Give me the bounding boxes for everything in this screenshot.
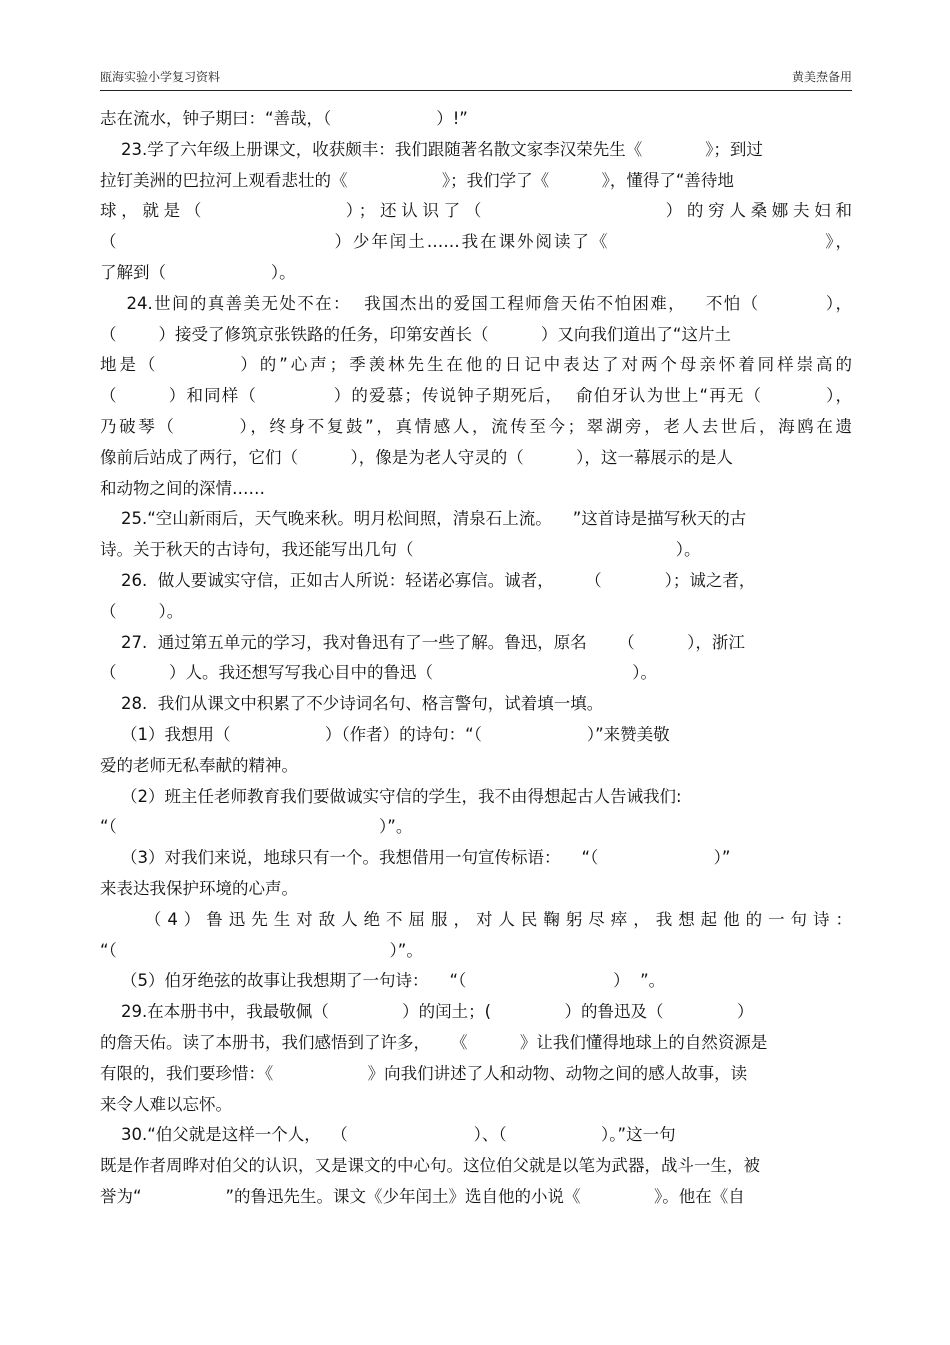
text-line: 地是（ ）的”心声；季羡林先生在他的日记中表达了对两个母亲怀着同样崇高的	[100, 355, 852, 375]
text-line: 爱的老师无私奉献的精神。	[100, 755, 298, 775]
text-line: （3）对我们来说，地球只有一个。我想借用一句宣传标语： “（ ）”	[100, 848, 731, 868]
text-line: 拉钉美洲的巴拉河上观看悲壮的《 》；我们学了《 》，懂得了“善待地	[100, 170, 734, 190]
text-line: 像前后站成了两行，它们（ ），像是为老人守灵的（ ），这一幕展示的是人	[100, 447, 733, 467]
text-line: （4）鲁迅先生对敌人绝不屈服，对人民鞠躬尽瘁，我想起他的一句诗：	[100, 909, 852, 929]
text-line: 了解到（ ）。	[100, 263, 296, 282]
text-line: 24.世间的真善美无处不在： 我国杰出的爱国工程师詹天佑不怕困难， 不怕（ ），	[100, 293, 852, 313]
text-line: （2）班主任老师教育我们要做诚实守信的学生，我不由得想起古人告诫我们:	[100, 786, 682, 806]
text-line: 25.“空山新雨后，天气晚来秋。明月松间照，清泉石上流。 ”这首诗是描写秋天的古	[100, 509, 747, 529]
text-line: （ ）人。我还想写写我心目中的鲁迅（ ）。	[100, 663, 658, 683]
text-line: “（ ）”。	[100, 817, 413, 837]
text-line: 球，就是（ ）；还认识了（ ）的穷人桑娜夫妇和	[100, 201, 852, 221]
text-line: “（ ）”。	[100, 940, 423, 960]
text-line: 29.在本册书中，我最敬佩（ ）的闰土；( ）的鲁迅及（ ）	[100, 1002, 754, 1022]
text-line: 来令人难以忘怀。	[100, 1094, 232, 1114]
text-line: 和动物之间的深情……	[100, 478, 265, 498]
text-line: （ ）。	[100, 601, 184, 621]
text-line: 的詹天佑。读了本册书，我们感悟到了许多， 《 》让我们懂得地球上的自然资源是	[100, 1033, 768, 1052]
header-author: 黄美焘备用	[791, 70, 852, 84]
text-line: 来表达我保护环境的心声。	[100, 879, 298, 898]
header-school-title: 瓯海实验小学复习资料	[100, 70, 221, 84]
text-line: 诗。关于秋天的古诗句，我还能写出几句（ ）。	[100, 540, 701, 560]
text-line: 26. 做人要诚实守信，正如古人所说：轻诺必寡信。诚者， （ ）；诚之者，	[100, 571, 756, 590]
text-line: （ ）少年闰土……我在课外阅读了《 》，	[100, 232, 852, 252]
header-divider	[100, 90, 852, 91]
text-line: （ ）接受了修筑京张铁路的任务，印第安酋长（ ）又向我们道出了“这片土	[100, 324, 731, 344]
text-line: 27. 通过第五单元的学习，我对鲁迅有了一些了解。鲁迅，原名 （ ），浙江	[100, 632, 745, 652]
text-line: 誉为“ ”的鲁迅先生。课文《少年闰土》选自他的小说《 》。他在《自	[100, 1187, 745, 1206]
text-line: 30.“伯父就是这样一个人， （ ）、（ ）。”这一句	[100, 1125, 676, 1145]
text-line: 28. 我们从课文中积累了不少诗词名句、格言警句，试着填一填。	[100, 694, 604, 714]
text-line: （5）伯牙绝弦的故事让我想期了一句诗： “（ ） ”。	[100, 971, 666, 991]
text-line: （1）我想用（ ）（作者）的诗句：“（ ）”来赞美敬	[100, 725, 670, 744]
text-line: 23.学了六年级上册课文，收获颇丰：我们跟随著名散文家李汉荣先生《 》；到过	[100, 139, 763, 159]
text-line: 志在流水，钟子期曰：“善哉，（ ）!”	[100, 109, 468, 128]
text-line: 乃破琴（ ），终身不复鼓”，真情感人，流传至今；翠湖旁，老人去世后，海鸥在遗	[100, 417, 852, 436]
text-line: 既是作者周晔对伯父的认识，又是课文的中心句。这位伯父就是以笔为武器，战斗一生，被	[100, 1156, 760, 1176]
text-line: （ ）和同样（ ）的爱慕；传说钟子期死后， 俞伯牙认为世上“再无（ ），	[100, 386, 852, 406]
page-header	[100, 68, 852, 90]
text-line: 有限的，我们要珍惜：《 》向我们讲述了人和动物、动物之间的感人故事，读	[100, 1063, 748, 1083]
